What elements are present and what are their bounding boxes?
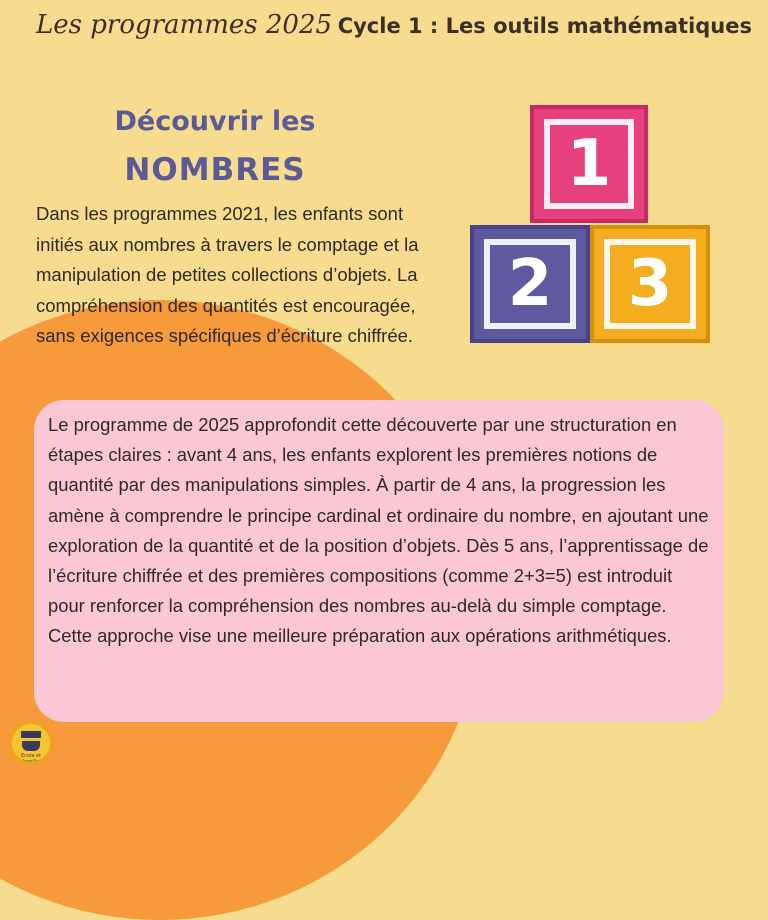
header-series-title: Les programmes 2025 [36,10,333,40]
number-block-1 [530,105,648,223]
number-block-2 [470,225,590,343]
program-2025-text-box [34,400,724,722]
page-title [100,98,330,194]
intro-paragraph: Dans les programmes 2021, les enfants sont initiés aux nombres à travers le comptage et la manipulation de petites collections d’objets. La compréhension des quantités est encouragée, sans exigences spécifiques d’écriture chiffrée. [36,203,419,346]
header-cycle-title: Cycle 1 : Les outils mathématiques [337,14,752,38]
number-block-2-digit: 2 [484,239,576,329]
number-block-1-digit: 1 [544,119,634,209]
brand-logo-icon [10,722,52,764]
number-block-3 [590,225,710,343]
page-title-line2: NOMBRES [124,152,306,188]
page-title-line1: Découvrir les [114,106,316,137]
brand-logo-text: Ecole et famille [20,753,42,764]
graduation-cap-icon [21,731,41,738]
number-block-3-digit: 3 [604,239,696,329]
program-2025-paragraph: Le programme de 2025 approfondit cette découverte par une structuration en étapes claires : avant 4 ans, les enfants explorent les premières notions de quantité par des manipulations simples. À partir de 4 ans, la progression les amène à comprendre le principe cardinal et ordinaire du nombre, en ajoutant une exploration de la quantité et de la position d’objets. Dès 5 ans, l’apprentissage de l’écriture chiffrée et des premières compositions (comme 2+3=5) est introduit pour renforcer la compréhension des nombres au-delà du simple comptage. Cette approche vise une meilleure préparation aux opérations arithmétiques. [48,414,709,647]
book-icon [22,741,40,751]
